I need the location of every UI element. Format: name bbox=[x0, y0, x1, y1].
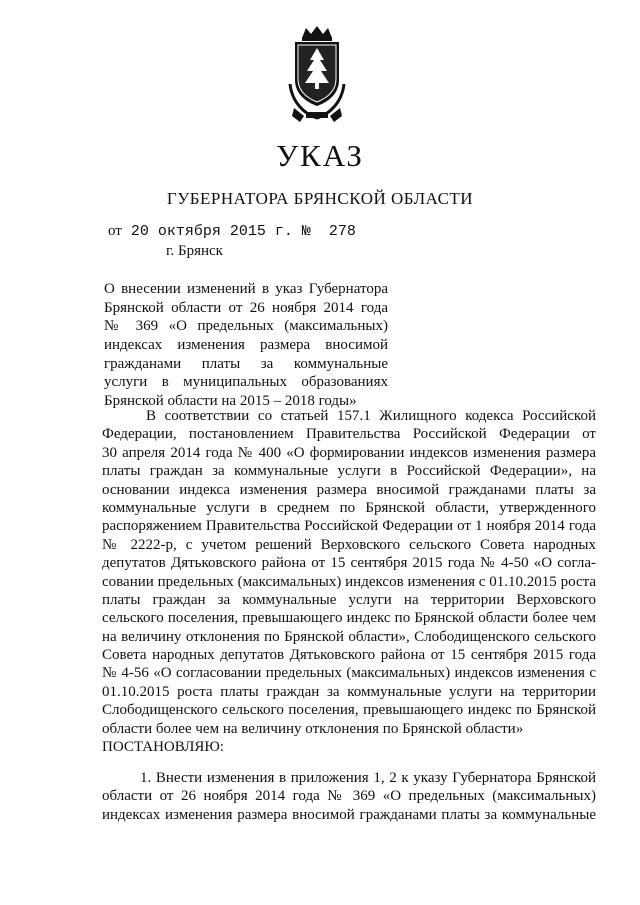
body-line: депутатов Дятьковского района от 15 сентября 2015 года № 4-50 «О согла- bbox=[102, 555, 596, 572]
body-line: платы граждан за коммунальные услуги на территории Верховского bbox=[102, 591, 596, 608]
body-line: № 4-56 «О согласовании предельных (максимальных) индексов изменения с bbox=[102, 665, 596, 682]
bryansk-coat-of-arms-icon bbox=[280, 24, 354, 124]
body-line: коммунальные услуги в среднем по Брянской области, утвержденного bbox=[102, 499, 596, 516]
body-line: Слободищенского сельского поселения, превышающего индекс по Брянской bbox=[102, 702, 596, 719]
clause-line: 1. Внести изменения в приложения 1, 2 к указу Губернатора Брянской bbox=[140, 770, 596, 786]
document-title: УКАЗ bbox=[276, 138, 364, 173]
body-line: распоряжением Правительства Российской Федерации от 1 ноября 2014 года bbox=[102, 518, 596, 535]
subject-line: О внесении изменений в указ Губернатора bbox=[104, 281, 388, 297]
body-line: сельского поселения, превышающего индекс по Брянской области более чем bbox=[102, 610, 596, 627]
decree-city: г. Брянск bbox=[166, 243, 223, 259]
decree-date: 20 октября 2015 г. № bbox=[130, 223, 311, 240]
clause-line: индексах изменения размера вносимой гражданами платы за коммунальные bbox=[102, 806, 596, 823]
body-line: 30 апреля 2014 года № 400 «О формировании индексов изменения размера bbox=[102, 444, 596, 461]
body-line: В соответствии со статьей 157.1 Жилищного кодекса Российской bbox=[146, 408, 596, 424]
body-line: 01.10.2015 роста платы граждан за коммунальные услуги на территории bbox=[102, 683, 596, 700]
decree-subject bbox=[104, 280, 388, 411]
preamble-paragraph bbox=[102, 407, 596, 756]
body-line: Федерации, постановлением Правительства Российской Федерации от bbox=[102, 426, 596, 443]
resolve-heading: ПОСТАНОВЛЯЮ: bbox=[102, 739, 224, 756]
date-prefix: от bbox=[108, 223, 122, 239]
decree-number: 278 bbox=[328, 223, 356, 240]
subject-line: услуги в муниципальных образованиях bbox=[104, 374, 388, 391]
subject-line: гражданами платы за коммунальные bbox=[104, 355, 388, 372]
body-line: платы граждан за коммунальные услуги в Российской Федерации», на bbox=[102, 463, 596, 480]
subject-line: индексах изменения размера вносимой bbox=[104, 337, 388, 354]
body-line: области более чем на величину отклонения по Брянской области» bbox=[102, 720, 524, 737]
document-subtitle: ГУБЕРНАТОРА БРЯНСКОЙ ОБЛАСТИ bbox=[166, 189, 474, 208]
subject-line: № 369 «О предельных (максимальных) bbox=[104, 318, 388, 335]
body-line: № 2222-р, с учетом решений Верховского сельского Совета народных bbox=[102, 536, 596, 553]
body-line: совании предельных (максимальных) индексов изменения с 01.10.2015 роста bbox=[102, 573, 596, 590]
decree-date-line bbox=[108, 222, 356, 241]
body-line: на величину отклонения по Брянской области», Слободищенского сельского bbox=[102, 628, 596, 645]
clause-1 bbox=[102, 769, 596, 824]
clause-line: области от 26 ноября 2014 года № 369 «О предельных (максимальных) bbox=[102, 788, 596, 805]
body-line: основании индекса изменения размера вносимой гражданами платы за bbox=[102, 481, 596, 498]
subject-line: Брянской области от 26 ноября 2014 года bbox=[104, 299, 388, 316]
body-line: Совета народных депутатов Дятьковского района от 15 сентября 2015 года bbox=[102, 647, 596, 664]
subject-line: Брянской области на 2015 – 2018 годы» bbox=[104, 393, 357, 410]
